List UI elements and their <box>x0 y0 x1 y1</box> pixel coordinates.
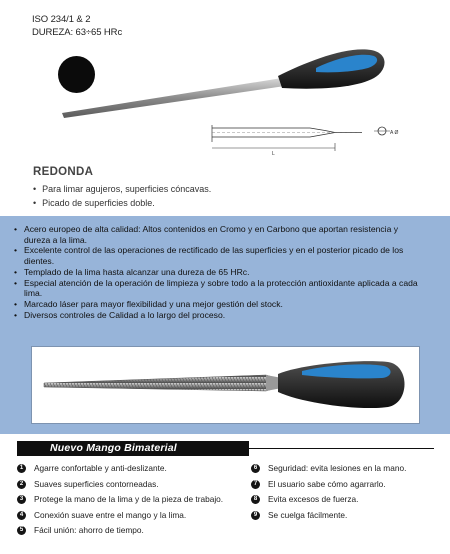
handle-benefits-left <box>17 463 223 541</box>
technical-drawing <box>210 117 410 157</box>
benefit-item <box>251 494 406 510</box>
number-badge: 1 <box>17 464 26 473</box>
handle-benefits-right <box>251 463 406 525</box>
number-badge: 7 <box>251 480 260 489</box>
use-item: • Para limar agujeros, superficies cóncavas. <box>33 183 211 197</box>
feature-item: • Templado de la lima hasta alcanzar una dureza de 65 HRc. <box>14 267 426 278</box>
feature-item: • Marcado láser para mayor flexibilidad y una mejor gestión del stock. <box>14 299 426 310</box>
benefit-text: Protege la mano de la lima y de la pieza de trabajo. <box>34 494 224 504</box>
hardness-text: DUREZA: 63÷65 HRc <box>32 27 123 38</box>
benefit-item <box>251 463 406 479</box>
section-title-banner: Nuevo Mango Bimaterial <box>17 441 249 456</box>
benefit-text: Evita excesos de fuerza. <box>268 494 359 504</box>
benefit-text: El usuario sabe cómo agarrarlo. <box>268 478 386 489</box>
standard-text: ISO 234/1 & 2 <box>32 14 91 25</box>
flat-file-photo <box>31 346 420 424</box>
number-badge: 6 <box>251 464 260 473</box>
feature-item: • Diversos controles de Calidad a lo largo del proceso. <box>14 310 426 321</box>
flat-file-image <box>32 347 421 425</box>
benefit-text: Agarre confortable y anti-deslizante. <box>34 463 167 473</box>
number-badge: 8 <box>251 495 260 504</box>
benefit-text: Conexión suave entre el mango y la lima. <box>34 509 187 520</box>
benefit-text: Suaves superficies contorneadas. <box>34 478 159 489</box>
diameter-label: A Ø <box>390 130 399 136</box>
feature-item: • Acero europeo de alta calidad: Altos contenidos en Cromo y en Carbono que aportan resistencia y dureza a la lima. <box>14 224 426 245</box>
benefit-text: Se cuelga fácilmente. <box>268 509 348 520</box>
benefit-item <box>17 510 223 526</box>
benefit-item <box>251 510 406 526</box>
features-panel <box>0 216 450 434</box>
number-badge: 9 <box>251 511 260 520</box>
benefit-item <box>17 463 223 479</box>
number-badge: 4 <box>17 511 26 520</box>
feature-item: • Excelente control de las operaciones de rectificado de las superficies y en el posterior picado de los dientes. <box>14 245 426 266</box>
divider <box>249 448 434 449</box>
benefit-text: Fácil unión: ahorro de tiempo. <box>34 525 144 535</box>
features-list <box>14 224 426 320</box>
benefit-item <box>17 494 223 510</box>
benefit-text: Seguridad: evita lesiones en la mano. <box>268 463 407 473</box>
length-label: L <box>272 151 275 157</box>
uses-list <box>33 183 211 210</box>
number-badge: 5 <box>17 526 26 535</box>
feature-item: • Especial atención de la operación de limpieza y sobre todo a la protección antioxidante aplicada a cada lima. <box>14 278 426 299</box>
number-badge: 2 <box>17 480 26 489</box>
benefit-item <box>17 525 223 541</box>
benefit-item <box>251 479 406 495</box>
benefit-item <box>17 479 223 495</box>
use-item: • Picado de superficies doble. <box>33 197 211 211</box>
file-shaft <box>62 78 285 118</box>
product-title: REDONDA <box>33 166 94 178</box>
number-badge: 3 <box>17 495 26 504</box>
spec-block <box>32 13 122 39</box>
